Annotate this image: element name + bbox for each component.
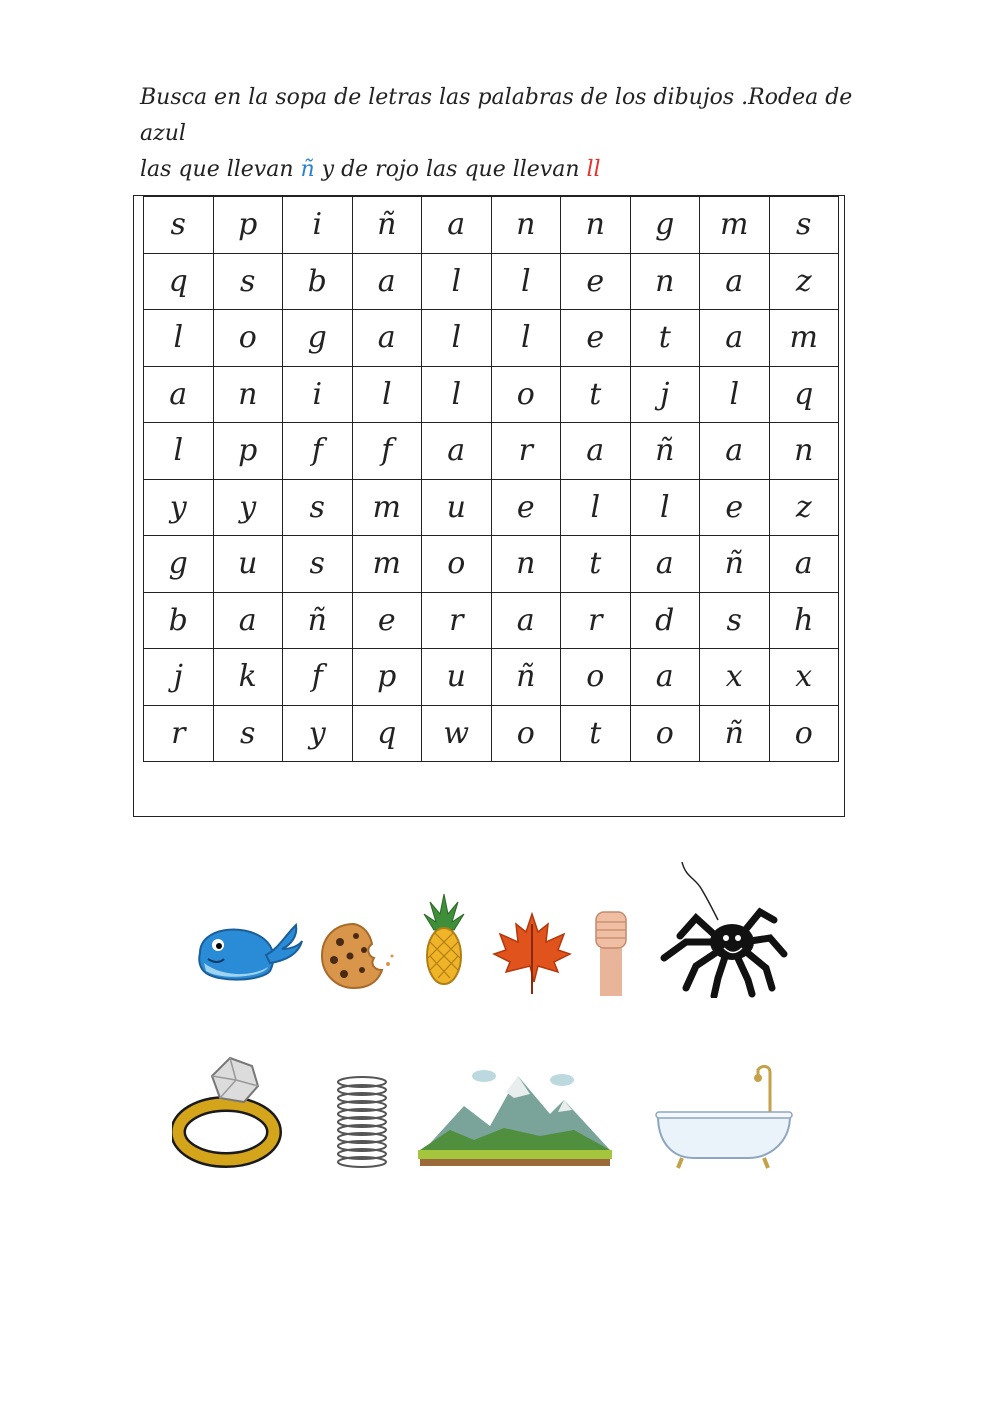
grid-cell[interactable]: d	[631, 593, 701, 650]
spring-icon	[334, 1076, 390, 1168]
grid-cell[interactable]: m	[353, 536, 423, 593]
grid-cell[interactable]: a	[700, 423, 770, 480]
bathtub-icon	[654, 1062, 794, 1170]
grid-cell[interactable]: a	[561, 423, 631, 480]
grid-cell[interactable]: a	[700, 254, 770, 311]
grid-cell[interactable]: x	[770, 649, 840, 706]
grid-cell[interactable]: a	[353, 310, 423, 367]
grid-cell[interactable]: p	[353, 649, 423, 706]
grid-cell[interactable]: o	[770, 706, 840, 763]
grid-cell[interactable]: a	[631, 649, 701, 706]
grid-cell[interactable]: ñ	[283, 593, 353, 650]
grid-cell[interactable]: n	[561, 197, 631, 254]
grid-cell[interactable]: ñ	[631, 423, 701, 480]
grid-cell[interactable]: r	[561, 593, 631, 650]
grid-cell[interactable]: e	[353, 593, 423, 650]
pineapple-icon	[420, 892, 468, 988]
instruction-line-1: Busca en la sopa de letras las palabras de los dibujos .Rodea de azul	[140, 85, 853, 146]
elle-highlight: ll	[586, 157, 601, 182]
grid-cell[interactable]: a	[353, 254, 423, 311]
grid-cell[interactable]: y	[144, 480, 214, 537]
grid-cell[interactable]: l	[353, 367, 423, 424]
grid-cell[interactable]: f	[283, 423, 353, 480]
instruction-text-b: y de rojo las que llevan	[314, 157, 587, 182]
grid-cell[interactable]: q	[144, 254, 214, 311]
grid-cell[interactable]: s	[283, 480, 353, 537]
grid-cell[interactable]: u	[214, 536, 284, 593]
grid-cell[interactable]: a	[700, 310, 770, 367]
grid-cell[interactable]: l	[144, 423, 214, 480]
grid-cell[interactable]: u	[422, 649, 492, 706]
grid-cell[interactable]: f	[283, 649, 353, 706]
grid-cell[interactable]: p	[214, 197, 284, 254]
grid-cell[interactable]: g	[631, 197, 701, 254]
grid-cell[interactable]: t	[561, 536, 631, 593]
grid-cell[interactable]: a	[492, 593, 562, 650]
grid-cell[interactable]: g	[144, 536, 214, 593]
grid-cell[interactable]: s	[214, 254, 284, 311]
grid-cell[interactable]: e	[561, 310, 631, 367]
grid-cell[interactable]: k	[214, 649, 284, 706]
grid-cell[interactable]: s	[770, 197, 840, 254]
whale-icon	[192, 915, 304, 985]
grid-cell[interactable]: e	[700, 480, 770, 537]
grid-cell[interactable]: r	[492, 423, 562, 480]
grid-cell[interactable]: o	[631, 706, 701, 763]
enye-highlight: ñ	[300, 157, 315, 182]
grid-cell[interactable]: j	[144, 649, 214, 706]
grid-cell[interactable]: n	[631, 254, 701, 311]
instruction-line-2	[140, 152, 880, 188]
cookie-icon	[320, 920, 400, 992]
grid-cell[interactable]: n	[770, 423, 840, 480]
grid-cell[interactable]: l	[700, 367, 770, 424]
grid-cell[interactable]: n	[492, 536, 562, 593]
ring-icon	[172, 1052, 284, 1168]
grid-cell[interactable]: g	[283, 310, 353, 367]
grid-cell[interactable]: ñ	[700, 706, 770, 763]
grid-cell[interactable]: z	[770, 254, 840, 311]
instructions	[140, 80, 880, 188]
grid-cell[interactable]: n	[214, 367, 284, 424]
grid-cell[interactable]: h	[770, 593, 840, 650]
mountain-icon	[414, 1064, 614, 1168]
word-search-grid	[143, 196, 839, 762]
grid-cell[interactable]: z	[770, 480, 840, 537]
maple-leaf-icon	[492, 912, 572, 996]
grid-cell[interactable]: t	[561, 367, 631, 424]
fist-icon	[594, 908, 628, 996]
grid-cell[interactable]: o	[561, 649, 631, 706]
grid-cell[interactable]: o	[214, 310, 284, 367]
grid-cell[interactable]: l	[422, 367, 492, 424]
grid-cell[interactable]: o	[492, 706, 562, 763]
grid-cell[interactable]: n	[492, 197, 562, 254]
grid-cell[interactable]: s	[283, 536, 353, 593]
grid-cell[interactable]: t	[561, 706, 631, 763]
grid-cell[interactable]: i	[283, 197, 353, 254]
grid-cell[interactable]: l	[492, 310, 562, 367]
grid-cell[interactable]: q	[353, 706, 423, 763]
grid-cell[interactable]: e	[492, 480, 562, 537]
grid-cell[interactable]: e	[561, 254, 631, 311]
grid-cell[interactable]: b	[144, 593, 214, 650]
grid-cell[interactable]: m	[770, 310, 840, 367]
grid-cell[interactable]: l	[144, 310, 214, 367]
grid-cell[interactable]: j	[631, 367, 701, 424]
grid-cell[interactable]: b	[283, 254, 353, 311]
grid-cell[interactable]: f	[353, 423, 423, 480]
grid-cell[interactable]: x	[700, 649, 770, 706]
grid-cell[interactable]: l	[422, 310, 492, 367]
grid-cell[interactable]: ñ	[700, 536, 770, 593]
grid-cell[interactable]: o	[492, 367, 562, 424]
grid-cell[interactable]: o	[422, 536, 492, 593]
grid-cell[interactable]: r	[144, 706, 214, 763]
grid-cell[interactable]: s	[144, 197, 214, 254]
grid-cell[interactable]: s	[700, 593, 770, 650]
grid-cell[interactable]: l	[422, 254, 492, 311]
grid-cell[interactable]: a	[422, 197, 492, 254]
grid-cell[interactable]: s	[214, 706, 284, 763]
grid-cell[interactable]: r	[422, 593, 492, 650]
grid-cell[interactable]: a	[422, 423, 492, 480]
grid-cell[interactable]: a	[144, 367, 214, 424]
grid-cell[interactable]: t	[631, 310, 701, 367]
grid-cell[interactable]: ñ	[353, 197, 423, 254]
grid-cell[interactable]: a	[214, 593, 284, 650]
grid-cell[interactable]: m	[353, 480, 423, 537]
grid-cell[interactable]: l	[492, 254, 562, 311]
grid-cell[interactable]: p	[214, 423, 284, 480]
grid-cell[interactable]: w	[422, 706, 492, 763]
grid-cell[interactable]: a	[770, 536, 840, 593]
grid-cell[interactable]: y	[283, 706, 353, 763]
grid-cell[interactable]: i	[283, 367, 353, 424]
instruction-text-a: las que llevan	[140, 157, 301, 182]
grid-cell[interactable]: y	[214, 480, 284, 537]
grid-cell[interactable]: l	[561, 480, 631, 537]
grid-cell[interactable]: a	[631, 536, 701, 593]
grid-cell[interactable]: l	[631, 480, 701, 537]
grid-cell[interactable]: q	[770, 367, 840, 424]
grid-cell[interactable]: ñ	[492, 649, 562, 706]
grid-cell[interactable]: u	[422, 480, 492, 537]
grid-cell[interactable]: m	[700, 197, 770, 254]
spider-icon	[656, 858, 790, 998]
